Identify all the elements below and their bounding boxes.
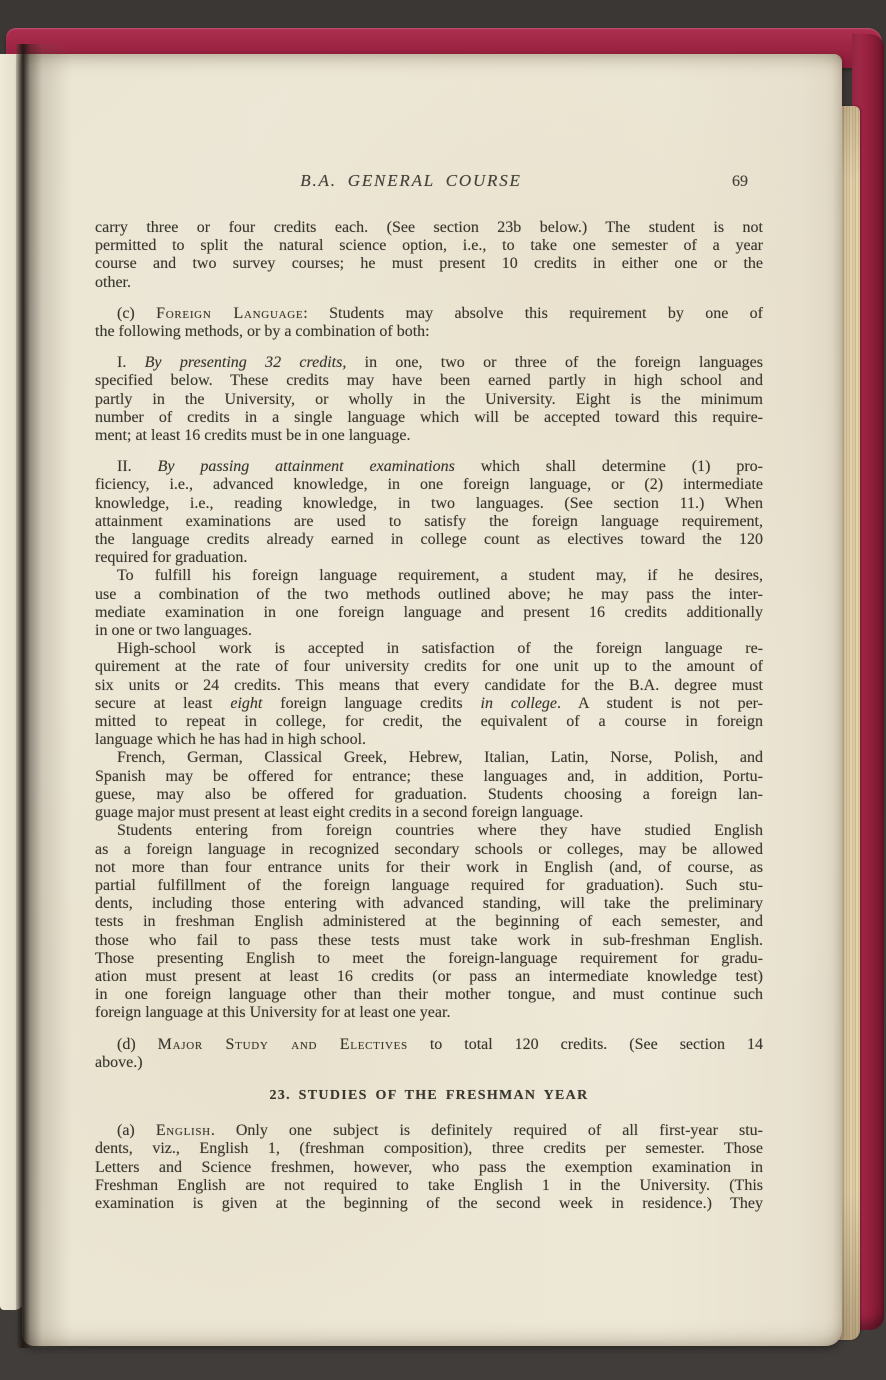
text-line: six units or 24 credits. This means that every candidate for the B.A. degree must (95, 676, 763, 694)
text-line: I. By presenting 32 credits, in one, two or three of the foreign languages (117, 354, 764, 372)
text-line: partly in the University, or wholly in the University. Eight is the minimum (95, 390, 763, 408)
page-header (95, 172, 763, 193)
text-line: ation must present at least 16 credits (or pass an intermediate knowledge test) (95, 967, 763, 985)
text-line: Spanish may be offered for entrance; these languages and, in addition, Portu- (95, 767, 763, 785)
text-line: permitted to split the natural science option, i.e., to take one semester of a year (95, 237, 763, 255)
text-line: Students entering from foreign countries where they have studied English (117, 822, 763, 840)
text-line: dents, including those entering with advanced standing, will take the preliminary (95, 895, 763, 913)
text-line: the language credits already earned in college count as electives toward the 120 (95, 531, 763, 549)
page-text-block (95, 172, 763, 1213)
text-line: ment; at least 16 credits must be in one language. (95, 427, 411, 445)
paragraph (95, 1122, 763, 1213)
text-line: other. (95, 273, 131, 291)
text-line: number of credits in a single language which will be accepted toward this require- (95, 408, 763, 426)
text-line: High-school work is accepted in satisfaction of the foreign language re- (117, 640, 763, 658)
paragraph (95, 354, 763, 445)
facing-page-sliver (0, 54, 24, 1310)
text-line: To fulfill his foreign language requirement, a student may, if he desires, (117, 567, 763, 585)
text-line: carry three or four credits each. (See section 23b below.) The student is not (95, 219, 763, 236)
running-title: B.A. GENERAL COURSE (300, 171, 522, 190)
text-line: language which he has had in high school. (95, 731, 367, 749)
paragraph (95, 1036, 763, 1072)
text-line: Those presenting English to meet the foreign-language requirement for gradu- (95, 949, 763, 967)
book-page (22, 54, 842, 1346)
text-line: not more than four entrance units for their work in English (and, of course, as (95, 858, 763, 876)
text-line: foreign language at this University for at least one year. (95, 1004, 451, 1022)
text-line: (a) English. Only one subject is definitely required of all first-year stu- (117, 1122, 763, 1140)
text-line: quirement at the rate of four university credits for one unit up to the amount of (95, 658, 763, 676)
text-line: French, German, Classical Greek, Hebrew, Italian, Latin, Norse, Polish, and (117, 749, 763, 767)
text-line: attainment examinations are used to satisfy the foreign language requirement, (95, 512, 763, 530)
text-line: examination is given at the beginning of the second week in residence.) They (95, 1194, 763, 1212)
text-flow (95, 219, 763, 1213)
text-line: Letters and Science freshmen, however, who pass the exemption examination in (95, 1158, 763, 1176)
text-line: required for graduation. (95, 549, 248, 567)
text-line: (d) Major Study and Electives to total 120 credits. (See section 14 (117, 1035, 763, 1053)
text-line: tests in freshman English administered at the beginning of each semester, and (95, 913, 763, 931)
text-line: mediate examination in one foreign language and present 16 credits additionally (95, 603, 763, 621)
text-line: partial fulfillment of the foreign language required for graduation). Such stu- (95, 876, 763, 894)
text-line: in one foreign language other than their mother tongue, and must continue such (95, 986, 763, 1004)
paragraph (95, 458, 763, 567)
paragraph (95, 219, 763, 292)
text-line: (c) Foreign Language: Students may absolve this requirement by one of (117, 304, 763, 322)
text-line: secure at least eight foreign language credits in college. A student is not per- (95, 694, 764, 712)
paragraph (95, 640, 763, 749)
text-line: use a combination of the two methods outlined above; he may pass the inter- (95, 585, 763, 603)
text-line: in one or two languages. (95, 622, 252, 640)
text-line: guese, may also be offered for graduation. Students choosing a foreign lan- (95, 785, 763, 803)
paragraph (95, 749, 763, 822)
text-line: guage major must present at least eight credits in a second foreign language. (95, 804, 584, 822)
text-line: dents, viz., English 1, (freshman composition), three credits per semester. Those (95, 1140, 763, 1158)
text-line: specified below. These credits may have been earned partly in high school and (95, 372, 763, 390)
text-line: knowledge, i.e., reading knowledge, in two languages. (See section 11.) When (95, 494, 763, 512)
text-line: those who fail to pass these tests must take work in sub-freshman English. (95, 931, 763, 949)
page-number: 69 (732, 173, 748, 190)
text-line: above.) (95, 1053, 143, 1071)
text-line: ficiency, i.e., advanced knowledge, in one foreign language, or (2) intermediate (95, 476, 763, 494)
paragraph (95, 305, 763, 341)
section-heading: 23. STUDIES OF THE FRESHMAN YEAR (269, 1087, 589, 1103)
text-line: course and two survey courses; he must present 10 credits in either one or the (95, 255, 763, 273)
text-line: mitted to repeat in college, for credit, the equivalent of a course in foreign (95, 713, 763, 731)
paragraph (95, 567, 763, 640)
paragraph (95, 822, 763, 1022)
text-line: Freshman English are not required to take English 1 in the University. (This (95, 1176, 763, 1194)
text-line: as a foreign language in recognized secondary schools or colleges, may be allowed (95, 840, 763, 858)
text-line: II. By passing attainment examinations which shall determine (1) pro- (117, 458, 764, 476)
text-line: the following methods, or by a combination of both: (95, 323, 430, 341)
